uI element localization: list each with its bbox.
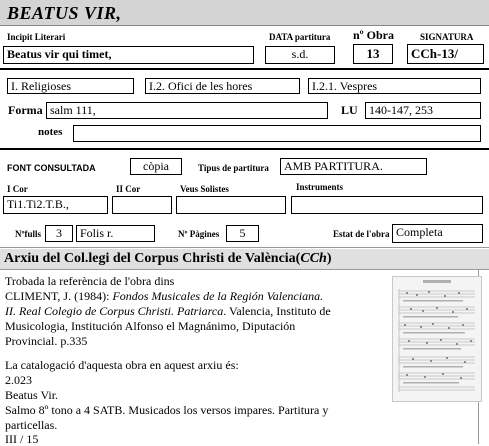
category-3[interactable]: I.2.1. Vespres xyxy=(308,78,481,94)
folis-field[interactable]: Folis r. xyxy=(76,225,155,242)
forma-label: Forma xyxy=(8,103,43,117)
divider xyxy=(0,269,489,270)
reference-line: Musicologia, Institución Alfonso el Magnánimo, Diputación xyxy=(5,319,296,333)
i-cor-label: I Cor xyxy=(7,184,28,194)
reference-book-title: II. Real Colegio de Corpus Christi. Patriarca xyxy=(5,304,224,318)
lu-field[interactable]: 140-147, 253 xyxy=(365,102,481,119)
reference-author: CLIMENT, J. (1984): xyxy=(5,289,113,303)
fulls-label: Nºfulls xyxy=(15,229,41,239)
catalog-number: 2.023 xyxy=(5,373,32,387)
catalog-line: particellas. xyxy=(5,418,58,432)
tipus-partitura-label: Tipus de partitura xyxy=(198,163,269,173)
incipit-label: Incipit Literari xyxy=(7,32,66,42)
catalog-line: Salmo 8º tono a 4 SATB. Musicados los versos impares. Partitura y xyxy=(5,403,329,417)
fulls-field[interactable]: 3 xyxy=(45,225,73,242)
tipus-partitura-field[interactable]: AMB PARTITURA. xyxy=(280,158,427,175)
ii-cor-label: II Cor xyxy=(116,184,141,194)
instruments-field[interactable] xyxy=(291,196,483,214)
notes-label: notes xyxy=(38,126,63,138)
font-consultada-label: FONT CONSULTADA xyxy=(7,163,96,173)
catalog-line: Beatus Vir. xyxy=(5,388,59,402)
estat-label: Estat de l'obra xyxy=(333,229,390,239)
estat-field[interactable]: Completa xyxy=(392,224,483,243)
signatura-field[interactable]: CCh-13/ xyxy=(407,44,484,64)
divider xyxy=(0,247,489,248)
obra-field[interactable]: 13 xyxy=(353,44,393,64)
page-title: BEATUS VIR, xyxy=(7,3,122,23)
reference-line: Trobada la referència de l'obra dins xyxy=(5,274,175,288)
forma-field[interactable]: salm 111, xyxy=(46,102,328,119)
reference-line: Provincial. p.335 xyxy=(5,334,88,348)
ii-cor-field[interactable] xyxy=(112,196,172,214)
reference-line xyxy=(5,289,323,303)
category-1[interactable]: I. Religioses xyxy=(7,78,134,94)
reference-book-title: Fondos Musicales de la Región Valenciana. xyxy=(112,289,324,303)
archive-title xyxy=(4,251,332,267)
archive-suffix: ) xyxy=(326,251,332,266)
signatura-label: SIGNATURA xyxy=(420,32,474,42)
instruments-label: Instruments xyxy=(296,182,344,192)
archive-code: CCh xyxy=(300,251,327,266)
incipit-field[interactable]: Beatus vir qui timet, xyxy=(3,46,254,64)
divider xyxy=(0,68,489,70)
catalog-line: III / 15 xyxy=(5,432,39,446)
reference-line xyxy=(5,304,331,318)
score-image xyxy=(393,277,481,401)
obra-label: nº Obra xyxy=(353,28,394,42)
notes-field[interactable] xyxy=(73,125,481,142)
pagines-label: Nº Pàgines xyxy=(178,229,220,239)
font-consultada-field[interactable]: còpia xyxy=(130,158,182,175)
archive-name: Arxiu del Col.legi del Corpus Christi de València( xyxy=(4,251,301,266)
i-cor-field[interactable]: Ti1.Ti2.T.B., xyxy=(3,196,108,214)
pagines-field[interactable]: 5 xyxy=(226,225,259,242)
veus-solistes-label: Veus Solistes xyxy=(180,184,229,194)
category-2[interactable]: I.2. Ofici de les hores xyxy=(145,78,300,94)
data-partitura-field[interactable]: s.d. xyxy=(265,46,335,64)
reference-publisher: . Valencia, Instituto de xyxy=(223,304,331,318)
divider xyxy=(0,148,489,150)
lu-label: LU xyxy=(341,103,358,117)
score-thumbnail[interactable] xyxy=(392,276,482,402)
data-partitura-label: DATA partitura xyxy=(269,32,331,42)
veus-solistes-field[interactable] xyxy=(176,196,286,214)
catalog-line: La catalogació d'aquesta obra en aquest arxiu és: xyxy=(5,358,239,372)
